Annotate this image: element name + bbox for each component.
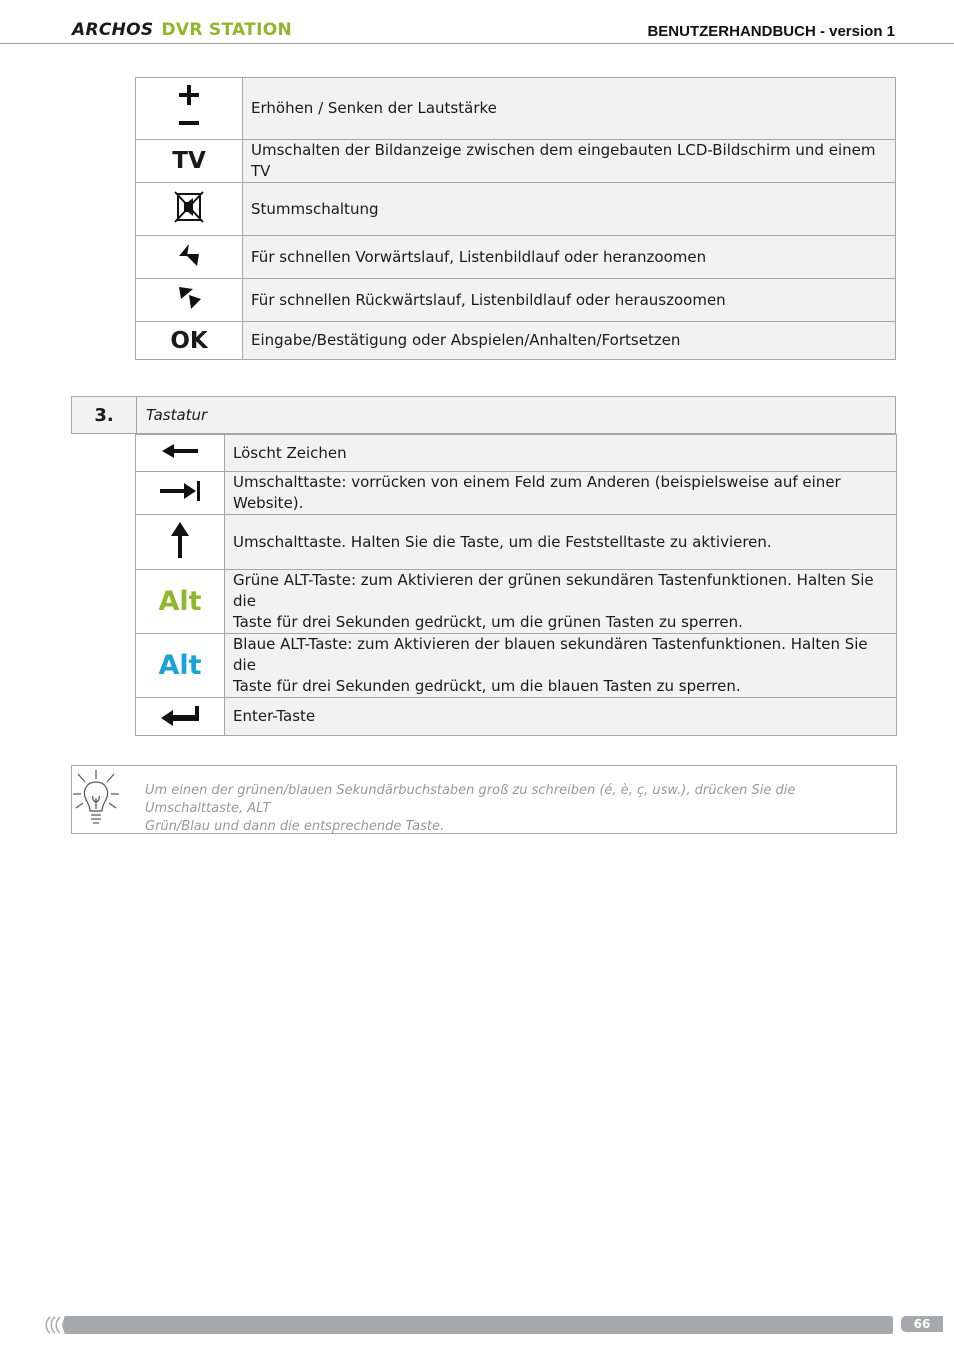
table-row bbox=[136, 515, 897, 570]
lightbulb-icon bbox=[72, 768, 120, 832]
ok-glyph: OK bbox=[170, 327, 208, 354]
table-row bbox=[136, 140, 896, 183]
tip-text-line: Grün/Blau und dann die entsprechende Taste. bbox=[145, 819, 445, 834]
enter-arrow-icon bbox=[136, 698, 225, 736]
tip-text-line: Um einen der grünen/blauen Sekundärbuchstaben groß zu schreiben (é, è, ç, usw.), drücken Sie die Umschalttaste, ALT bbox=[145, 783, 796, 816]
table-row bbox=[136, 634, 897, 698]
table-row bbox=[136, 236, 896, 279]
remote-buttons-table bbox=[135, 77, 896, 360]
ok-icon bbox=[136, 322, 243, 360]
section-header bbox=[71, 396, 896, 434]
row-description-line: Taste für drei Sekunden gedrückt, um die blauen Tasten zu sperren. bbox=[233, 677, 741, 695]
mute-icon bbox=[136, 183, 243, 236]
keyboard-keys-table bbox=[135, 434, 897, 736]
table-row bbox=[136, 698, 897, 736]
table-row bbox=[136, 435, 897, 472]
table-row bbox=[136, 472, 897, 515]
backspace-arrow-icon bbox=[136, 435, 225, 472]
shift-arrow-icon bbox=[136, 515, 225, 570]
brand-logo bbox=[72, 20, 292, 40]
tab-arrow-icon bbox=[136, 472, 225, 515]
tip-box bbox=[71, 765, 897, 834]
row-description: Enter-Taste bbox=[225, 698, 897, 736]
table-row bbox=[136, 183, 896, 236]
page-number: 66 bbox=[901, 1316, 943, 1332]
row-description-line: Blaue ALT-Taste: zum Aktivieren der blauen sekundären Tastenfunktionen. Halten Sie die bbox=[233, 635, 868, 674]
tip-text bbox=[145, 782, 892, 836]
row-description: Eingabe/Bestätigung oder Abspielen/Anhalten/Fortsetzen bbox=[243, 322, 896, 360]
row-description-line: Grüne ALT-Taste: zum Aktivieren der grünen sekundären Tastenfunktionen. Halten Sie die bbox=[233, 571, 874, 610]
row-description-line: Taste für drei Sekunden gedrückt, um die grünen Tasten zu sperren. bbox=[233, 613, 743, 631]
product-name: DVR STATION bbox=[161, 20, 292, 40]
manual-title: BENUTZERHANDBUCH - version 1 bbox=[647, 23, 895, 40]
row-description: Umschalttaste. Halten Sie die Taste, um die Feststelltaste zu aktivieren. bbox=[225, 515, 897, 570]
alt-green-icon bbox=[136, 570, 225, 634]
header-divider bbox=[0, 43, 954, 44]
row-description: Erhöhen / Senken der Lautstärke bbox=[243, 78, 896, 140]
tv-icon bbox=[136, 140, 243, 183]
page-header bbox=[0, 0, 954, 44]
row-description: Löscht Zeichen bbox=[225, 435, 897, 472]
table-row bbox=[136, 279, 896, 322]
row-description: Umschalttaste: vorrücken von einem Feld zum Anderen (beispielsweise auf einer Website). bbox=[225, 472, 897, 515]
row-description: Stummschaltung bbox=[243, 183, 896, 236]
table-row bbox=[136, 322, 896, 360]
table-row bbox=[136, 570, 897, 634]
volume-plus-minus-icon bbox=[136, 78, 243, 140]
section-number: 3. bbox=[72, 397, 137, 433]
brand-name: ARCHOS bbox=[72, 20, 154, 40]
row-description bbox=[225, 570, 897, 634]
row-description: Umschalten der Bildanzeige zwischen dem eingebauten LCD-Bildschirm und einem TV bbox=[243, 140, 896, 183]
section-title: Tastatur bbox=[146, 406, 208, 424]
alt-blue-glyph: Alt bbox=[158, 650, 202, 681]
footer-bar bbox=[64, 1316, 893, 1334]
row-description bbox=[225, 634, 897, 698]
table-row bbox=[136, 78, 896, 140]
alt-green-glyph: Alt bbox=[158, 586, 202, 617]
row-description: Für schnellen Vorwärtslauf, Listenbildlauf oder heranzoomen bbox=[243, 236, 896, 279]
tv-glyph: TV bbox=[172, 148, 206, 174]
alt-blue-icon bbox=[136, 634, 225, 698]
rewind-icon bbox=[136, 279, 243, 322]
row-description: Für schnellen Rückwärtslauf, Listenbildlauf oder herauszoomen bbox=[243, 279, 896, 322]
fast-forward-icon bbox=[136, 236, 243, 279]
